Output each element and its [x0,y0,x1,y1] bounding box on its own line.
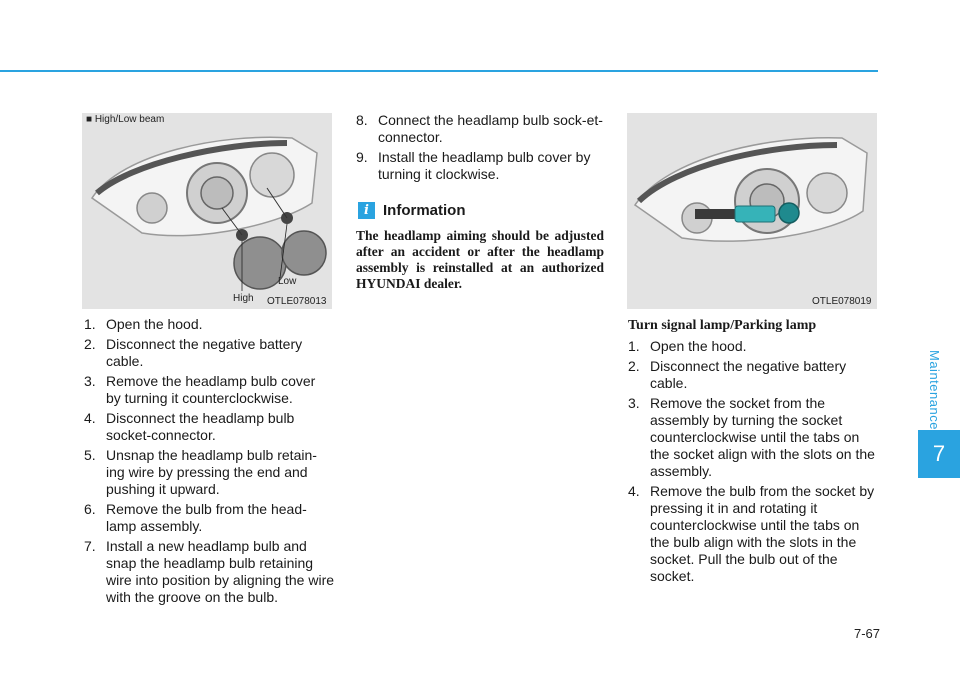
step-text: Install the headlamp bulb cover by turning it clockwise. [378,149,591,182]
step-number: 5. [84,447,96,463]
step-item [628,358,878,392]
step-item [84,410,334,444]
step-text: Unsnap the headlamp bulb retain-ing wire by pressing the end and pushing it upward. [106,447,317,497]
step-number: 4. [84,410,96,426]
step-number: 6. [84,501,96,517]
step-item [628,483,878,585]
step-item [628,395,878,480]
step-text: Remove the headlamp bulb cover by turning it counterclockwise. [106,373,316,406]
step-text: Install a new headlamp bulb and snap the headlamp bulb retaining wire into position by aligning the wire with the groove on the bulb. [106,538,335,605]
information-heading: Information [383,202,466,219]
step-number: 9. [356,149,368,165]
step-text: Remove the bulb from the socket by pressing it in and rotating it counterclockwise until the tabs on the bulb align with the slots in the socket. Pull the bulb out of the socket. [650,483,875,584]
headlamp-steps-list [84,316,334,609]
step-text: Open the hood. [650,338,747,354]
step-number: 2. [628,358,640,374]
figure-code: OTLE078013 [267,296,327,307]
step-text: Connect the headlamp bulb sock-et-connector. [378,112,603,145]
figure-caption: ■ High/Low beam [86,114,165,125]
step-number: 3. [628,395,640,411]
step-item [628,338,878,355]
header-rule [0,70,878,72]
step-text: Remove the socket from the assembly by turning the socket counterclockwise until the tabs on the socket align with the slots on the assembly. [650,395,875,479]
label-high: High [233,293,254,304]
step-item [84,373,334,407]
step-number: 1. [628,338,640,354]
step-number: 1. [84,316,96,332]
headlamp-steps-continued [356,112,606,186]
information-icon: i [358,202,375,219]
step-item [84,501,334,535]
step-text: Open the hood. [106,316,203,332]
turn-signal-steps-list [628,338,878,588]
turn-signal-figure [627,113,877,309]
step-number: 3. [84,373,96,389]
step-item [84,336,334,370]
step-item [84,538,334,606]
step-number: 7. [84,538,96,554]
step-number: 2. [84,336,96,352]
step-text: Disconnect the negative battery cable. [650,358,847,391]
chapter-number-tab: 7 [918,430,960,478]
figure-code-right: OTLE078019 [812,296,872,307]
step-text: Disconnect the headlamp bulb socket-connector. [106,410,295,443]
step-number: 8. [356,112,368,128]
step-item [84,447,334,498]
step-item [84,316,334,333]
label-low: Low [278,276,297,287]
chapter-title: Maintenance [927,350,942,430]
information-body: The headlamp aiming should be adjusted after an accident or after the headlamp assembly is reinstalled at an authorized HYUNDAI dealer. [356,228,604,291]
step-item [356,149,606,183]
turn-signal-illustration [627,113,877,309]
step-text: Remove the bulb from the head-lamp assembly. [106,501,307,534]
step-number: 4. [628,483,640,499]
step-text: Disconnect the negative battery cable. [106,336,303,369]
step-item [356,112,606,146]
turn-signal-heading: Turn signal lamp/Parking lamp [628,318,817,333]
page-number: 7-67 [853,626,880,641]
